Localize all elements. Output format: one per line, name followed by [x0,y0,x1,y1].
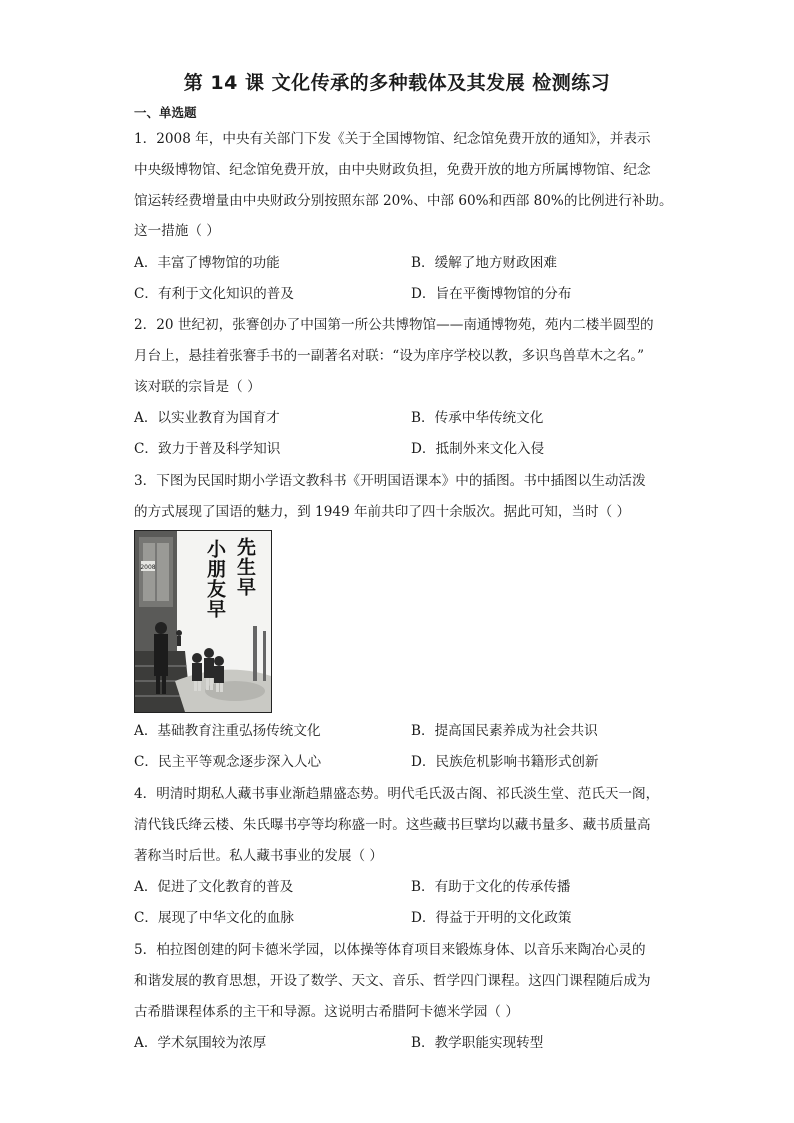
option-b[interactable]: B．教学职能实现转型 [411,1035,544,1051]
question-text-line: 4．明清时期私人藏书事业渐趋鼎盛态势。明代毛氏汲古阁、祁氏淡生堂、范氏天一阁， [134,786,660,802]
question-text-line: 著称当时后世。私人藏书事业的发展（ ） [134,848,384,864]
question-text-line: 馆运转经费增量由中央财政分别按照东部 20%、中部 60%和西部 80%的比例进行补助。 [134,193,673,209]
page-title: 第 14 课 文化传承的多种载体及其发展 检测练习 [183,72,611,94]
question-text-line: 的方式展现了国语的魅力，到 1949 年前共印了四十余版次。据此可知，当时（ ） [134,504,631,520]
question-text-line: 和谐发展的教育思想，开设了数学、天文、音乐、哲学四门课程。这四门课程随后成为 [134,973,651,989]
question-text-line: 3．下图为民国时期小学语文教科书《开明国语课本》中的插图。书中插图以生动活泼 [134,473,646,489]
option-d[interactable]: D．旨在平衡博物馆的分布 [411,286,572,302]
option-c[interactable]: C．致力于普及科学知识 [134,441,281,457]
option-a[interactable]: A．基础教育注重弘扬传统文化 [134,723,321,739]
option-b[interactable]: B．缓解了地方财政困难 [411,255,557,271]
question-text-line: 2．20 世纪初，张謇创办了中国第一所公共博物馆——南通博物苑，苑内二楼半圆型的 [134,317,654,333]
option-a[interactable]: A．学术氛围较为浓厚 [134,1035,267,1051]
option-c[interactable]: C．有利于文化知识的普及 [134,286,294,302]
option-d[interactable]: D．抵制外来文化入侵 [411,441,545,457]
option-d[interactable]: D．民族危机影响书籍形式创新 [411,754,599,770]
question-text-line: 该对联的宗旨是（ ） [134,379,261,395]
question-text-line: 这一措施（ ） [134,223,220,239]
option-c[interactable]: C．民主平等观念逐步深入人心 [134,754,322,770]
question-text-line: 古希腊课程体系的主干和导源。这说明古希腊阿卡德米学园（ ） [134,1004,519,1020]
option-b[interactable]: B．有助于文化的传承传播 [411,879,571,895]
question-text-line: 中央级博物馆、纪念馆免费开放，由中央财政负担，免费开放的地方所属博物馆、纪念 [134,162,651,178]
question-text-line: 5．柏拉图创建的阿卡德米学园，以体操等体育项目来锻炼身体、以音乐来陶冶心灵的 [134,942,646,958]
question-text-line: 月台上，悬挂着张謇手书的一副著名对联：“设为庠序学校以教，多识鸟兽草木之名。” [134,348,645,364]
option-c[interactable]: C．展现了中华文化的血脉 [134,910,294,926]
option-a[interactable]: A．丰富了博物馆的功能 [134,255,280,271]
option-a[interactable]: A．以实业教育为国育才 [134,410,280,426]
illustration-text-children: 小朋友早 [204,539,226,619]
door-number: 2008 [140,564,156,571]
section-heading: 一、单选题 [134,105,197,120]
question-text-line: 1．2008 年，中央有关部门下发《关于全国博物馆、纪念馆免费开放的通知》，并表示 [134,131,651,147]
option-a[interactable]: A．促进了文化教育的普及 [134,879,294,895]
question-text-line: 清代钱氏绛云楼、朱氏曝书亭等均称盛一时。这些藏书巨擘均以藏书量多、藏书质量高 [134,817,651,833]
option-b[interactable]: B．传承中华传统文化 [411,410,544,426]
option-d[interactable]: D．得益于开明的文化政策 [411,910,572,926]
option-b[interactable]: B．提高国民素养成为社会共识 [411,723,598,739]
textbook-illustration [134,530,272,713]
illustration-text-teacher: 先生早 [234,537,256,597]
